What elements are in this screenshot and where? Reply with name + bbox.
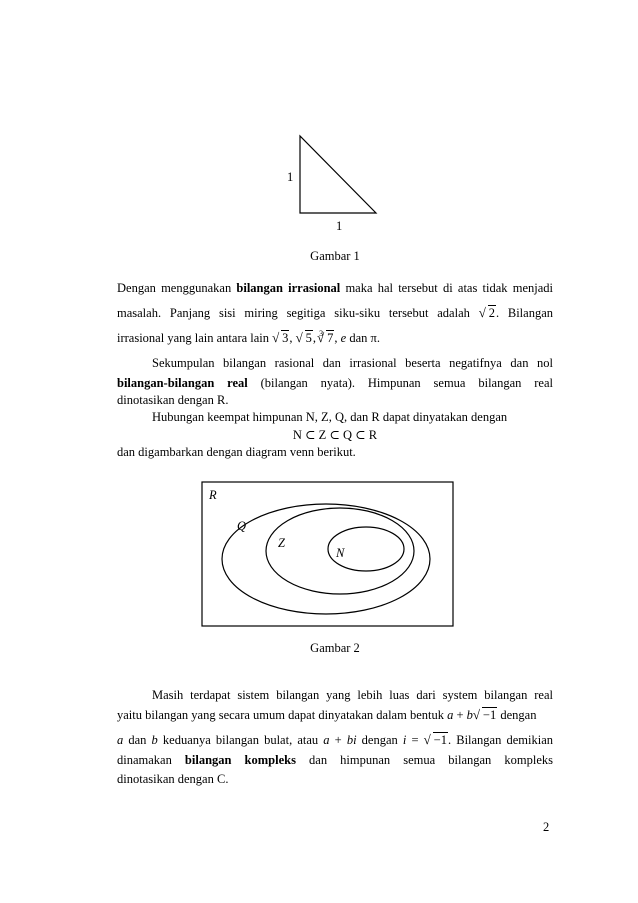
para4-line2: yaitu bilangan yang secara umum dapat dinyatakan dalam bentuk a + b√ −1 dengan xyxy=(117,708,553,723)
para4-line5: dinotasikan dengan C. xyxy=(117,772,229,786)
right-triangle-figure xyxy=(280,130,390,230)
cube-root-7: √ 7 xyxy=(317,331,334,346)
venn-diagram xyxy=(200,481,456,629)
figure1-caption: Gambar 1 xyxy=(310,249,360,263)
para4-line3: a dan b keduanya bilangan bulat, atau a + bi dengan i = √ −1. Bilangan demikian xyxy=(117,733,553,748)
term-real-numbers: bilangan-bilangan real xyxy=(117,376,248,390)
term-irrational-numbers: bilangan irrasional xyxy=(236,281,341,295)
page-number: 2 xyxy=(543,820,550,834)
euler-e: e xyxy=(340,331,347,345)
triangle-horizontal-side-label: 1 xyxy=(336,219,343,233)
para2-line1: Sekumpulan bilangan rasional dan irrasional beserta negatifnya dan nol xyxy=(152,356,553,370)
term-complex-numbers: bilangan kompleks xyxy=(184,753,296,767)
para1-line2: masalah. Panjang sisi miring segitiga siku-siku tersebut adalah √ 2. Bilangan xyxy=(117,306,553,321)
sqrt-3: √ 3 xyxy=(272,331,289,346)
venn-set-Q xyxy=(222,504,430,614)
venn-label-N: N xyxy=(336,546,345,560)
venn-label-R: R xyxy=(209,488,217,502)
sqrt-2: √ 2 xyxy=(479,306,496,321)
para3-line1: Hubungan keempat himpunan N, Z, Q, dan R dapat dinyatakan dengan xyxy=(152,410,508,424)
venn-label-Z: Z xyxy=(278,536,285,550)
para2-line2: bilangan-bilangan real (bilangan nyata). Himpunan semua bilangan real xyxy=(117,376,553,390)
sqrt-minus-1: √ −1 xyxy=(473,708,497,723)
para3-line3: dan digambarkan dengan diagram venn berikut. xyxy=(117,445,356,459)
para1-line3: irrasional yang lain antara lain √ 3, √ 5, $^3$√ 7, e dan π. xyxy=(117,331,553,346)
para4-line1: Masih terdapat sistem bilangan yang lebih luas dari system bilangan real xyxy=(152,688,553,702)
cube-root-index: 3 xyxy=(319,329,324,338)
venn-label-Q: Q xyxy=(237,519,247,533)
para1-line1: Dengan menggunakan bilangan irrasional maka hal tersebut di atas tidak menjadi xyxy=(117,281,553,295)
subset-formula: N ⊂ Z ⊂ Q ⊂ R xyxy=(292,428,378,442)
figure2-caption: Gambar 2 xyxy=(310,641,360,655)
triangle-vertical-side-label: 1 xyxy=(287,170,294,184)
right-triangle xyxy=(300,136,376,213)
para2-line3: dinotasikan dengan R. xyxy=(117,393,229,407)
para4-line4: dinamakan bilangan kompleks dan himpunan semua bilangan kompleks xyxy=(117,753,553,767)
sqrt-minus-1-imaginary: √ −1 xyxy=(424,733,448,748)
sqrt-5: √ 5 xyxy=(296,331,313,346)
